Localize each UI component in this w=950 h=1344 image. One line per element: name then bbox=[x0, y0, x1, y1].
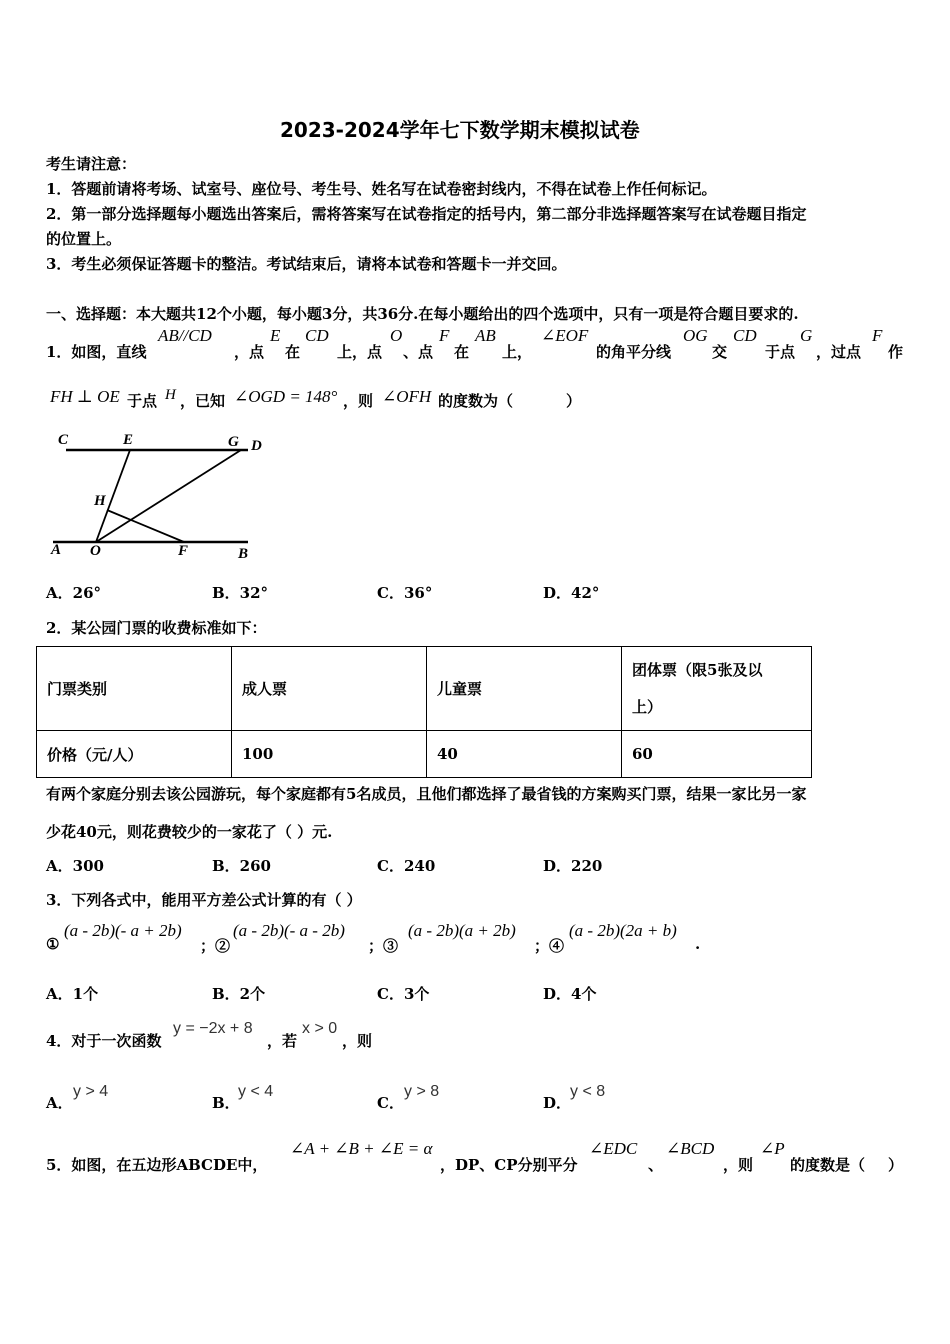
q4-text: ，则 bbox=[342, 1032, 373, 1050]
q1-text: ） bbox=[566, 392, 582, 410]
q5-text: 的度数是（ bbox=[790, 1156, 866, 1174]
q1-math: CD bbox=[305, 326, 329, 345]
q1-figure bbox=[48, 428, 278, 563]
table-cell: 价格（元/人） bbox=[37, 731, 232, 778]
q1-option-d: D．42° bbox=[543, 584, 600, 602]
q3-option-a: A．1个 bbox=[46, 985, 99, 1003]
label-d: D bbox=[251, 438, 262, 454]
q1-text: 交 bbox=[712, 343, 728, 361]
q2-text: 少花40元，则花费较少的一家花了（ ）元. bbox=[46, 823, 333, 841]
label-g: G bbox=[228, 434, 239, 450]
notice-heading: 考生请注意： bbox=[46, 155, 137, 173]
q4-option-a: A． bbox=[46, 1094, 73, 1112]
q2-option-a: A．300 bbox=[46, 857, 104, 875]
table-header-cell: 儿童票 bbox=[427, 647, 622, 731]
q4-option-a-expr: y > 4 bbox=[73, 1083, 109, 1100]
notice-item-3: 3．考生必须保证答题卡的整洁。考试结束后，请将本试卷和答题卡一并交回。 bbox=[46, 255, 567, 273]
label-h: H bbox=[94, 493, 106, 509]
q2-option-b: B．260 bbox=[212, 857, 271, 875]
q3-label: ；③ bbox=[368, 937, 399, 955]
table-row bbox=[37, 647, 812, 731]
q2-text: 有两个家庭分别去该公园游玩，每个家庭都有5名成员，且他们都选择了最省钱的方案购买门票，结果一家比另一家 bbox=[46, 785, 807, 803]
q1-math: ∠EOF bbox=[541, 326, 589, 345]
q4-option-c: C． bbox=[377, 1094, 404, 1112]
q4-option-d: D． bbox=[543, 1094, 572, 1112]
q1-math: G bbox=[800, 326, 813, 345]
q5-text: ） bbox=[888, 1156, 904, 1174]
q4-option-d-expr: y < 8 bbox=[570, 1083, 606, 1100]
table-cell: 60 bbox=[622, 731, 812, 778]
q4-option-c-expr: y > 8 bbox=[404, 1083, 440, 1100]
q3-option-d: D．4个 bbox=[543, 985, 597, 1003]
q1-text: 在 bbox=[454, 343, 470, 361]
q4-condition: x > 0 bbox=[302, 1020, 338, 1037]
table-cell: 100 bbox=[232, 731, 427, 778]
q1-text: 作 bbox=[888, 343, 904, 361]
q5-math: ∠P bbox=[760, 1139, 785, 1158]
q3-label: ；④ bbox=[534, 937, 565, 955]
q1-math: F bbox=[872, 326, 883, 345]
q1-math: E bbox=[270, 326, 281, 345]
q2-option-c: C．240 bbox=[377, 857, 436, 875]
q1-text: 上， bbox=[502, 343, 533, 361]
q3-expr-3: (a - 2b)(a + 2b) bbox=[408, 921, 516, 940]
q4-text: 4．对于一次函数 bbox=[46, 1032, 162, 1050]
q1-text: 于点 bbox=[765, 343, 796, 361]
q3-label: ；② bbox=[200, 937, 231, 955]
label-a: A bbox=[51, 542, 62, 558]
notice-item-2-cont: 的位置上。 bbox=[46, 230, 122, 248]
label-b: B bbox=[238, 546, 249, 562]
q3-expr-4: (a - 2b)(2a + b) bbox=[569, 921, 677, 940]
q3-stem: 3．下列各式中，能用平方差公式计算的有（ ） bbox=[46, 891, 362, 909]
q1-text: 于点 bbox=[127, 392, 158, 410]
q5-text: 、 bbox=[648, 1156, 664, 1174]
q1-text: 上，点 bbox=[337, 343, 383, 361]
q1-option-a: A．26° bbox=[46, 584, 102, 602]
ticket-price-table bbox=[36, 646, 812, 778]
q5-math: ∠BCD bbox=[666, 1139, 715, 1158]
label-c: C bbox=[58, 432, 69, 448]
table-header-cell: 门票类别 bbox=[37, 647, 232, 731]
label-o: O bbox=[90, 543, 101, 559]
q1-math: ∠OGD = 148° bbox=[234, 387, 338, 406]
q1-text: ，则 bbox=[343, 392, 374, 410]
q1-math: F bbox=[439, 326, 450, 345]
q1-option-b: B．32° bbox=[212, 584, 269, 602]
q1-text: ，已知 bbox=[180, 392, 226, 410]
q3-option-c: C．3个 bbox=[377, 985, 430, 1003]
q5-math: ∠EDC bbox=[589, 1139, 638, 1158]
q2-stem: 2．某公园门票的收费标准如下： bbox=[46, 619, 267, 637]
q3-expr-1: (a - 2b)(- a + 2b) bbox=[64, 921, 182, 940]
q1-text: 的角平分线 bbox=[596, 343, 672, 361]
segment-fh bbox=[107, 510, 184, 542]
table-header-cell bbox=[622, 647, 812, 731]
q1-text: 1．如图，直线 bbox=[46, 343, 147, 361]
q1-text: ，点 bbox=[234, 343, 265, 361]
q1-option-c: C．36° bbox=[377, 584, 433, 602]
notice-item-1: 1．答题前请将考场、试室号、座位号、考生号、姓名写在试卷密封线内，不得在试卷上作任何标记。 bbox=[46, 180, 717, 198]
section-1-heading: 一、选择题：本大题共12个小题，每小题3分，共36分.在每小题给出的四个选项中，只有一项是符合题目要求的. bbox=[46, 305, 799, 323]
q3-label: ① bbox=[46, 935, 60, 953]
q4-option-b-expr: y < 4 bbox=[238, 1083, 274, 1100]
q3-end: . bbox=[695, 935, 701, 953]
q3-option-b: B．2个 bbox=[212, 985, 266, 1003]
group-ticket-line1: 团体票（限5张及以 bbox=[632, 660, 763, 679]
q1-text: 的度数为（ bbox=[438, 392, 514, 410]
q5-text: 5．如图，在五边形ABCDE中， bbox=[46, 1156, 268, 1174]
q1-math: AB bbox=[475, 326, 496, 345]
q5-text: ，则 bbox=[723, 1156, 754, 1174]
q4-function: y = −2x + 8 bbox=[173, 1020, 253, 1037]
q1-math: ∠OFH bbox=[382, 387, 432, 406]
q1-text: ，过点 bbox=[816, 343, 862, 361]
table-cell: 40 bbox=[427, 731, 622, 778]
q1-math: CD bbox=[733, 326, 757, 345]
q4-text: ，若 bbox=[267, 1032, 298, 1050]
q1-math: AB//CD bbox=[158, 326, 212, 345]
table-header-cell: 成人票 bbox=[232, 647, 427, 731]
q1-math: FH ⊥ OE bbox=[50, 387, 120, 406]
q4-option-b: B． bbox=[212, 1094, 240, 1112]
table-row bbox=[37, 731, 812, 778]
label-e: E bbox=[123, 432, 134, 448]
label-f: F bbox=[178, 543, 189, 559]
notice-item-2: 2．第一部分选择题每小题选出答案后，需将答案写在试卷指定的括号内，第二部分非选择题答案写在试卷题目指定 bbox=[46, 205, 807, 223]
q1-math: OG bbox=[683, 326, 708, 345]
segment-og bbox=[96, 450, 241, 542]
q5-text: ，DP、CP分别平分 bbox=[440, 1156, 578, 1174]
page-title: 2023-2024学年七下数学期末模拟试卷 bbox=[280, 118, 640, 142]
q2-option-d: D．220 bbox=[543, 857, 603, 875]
q1-text: 在 bbox=[285, 343, 301, 361]
q1-math: H bbox=[165, 387, 176, 403]
q1-math: O bbox=[390, 326, 403, 345]
q5-math: ∠A + ∠B + ∠E = α bbox=[290, 1139, 433, 1158]
q1-text: 、点 bbox=[403, 343, 434, 361]
q3-expr-2: (a - 2b)(- a - 2b) bbox=[233, 921, 345, 940]
group-ticket-line2: 上） bbox=[632, 697, 663, 716]
